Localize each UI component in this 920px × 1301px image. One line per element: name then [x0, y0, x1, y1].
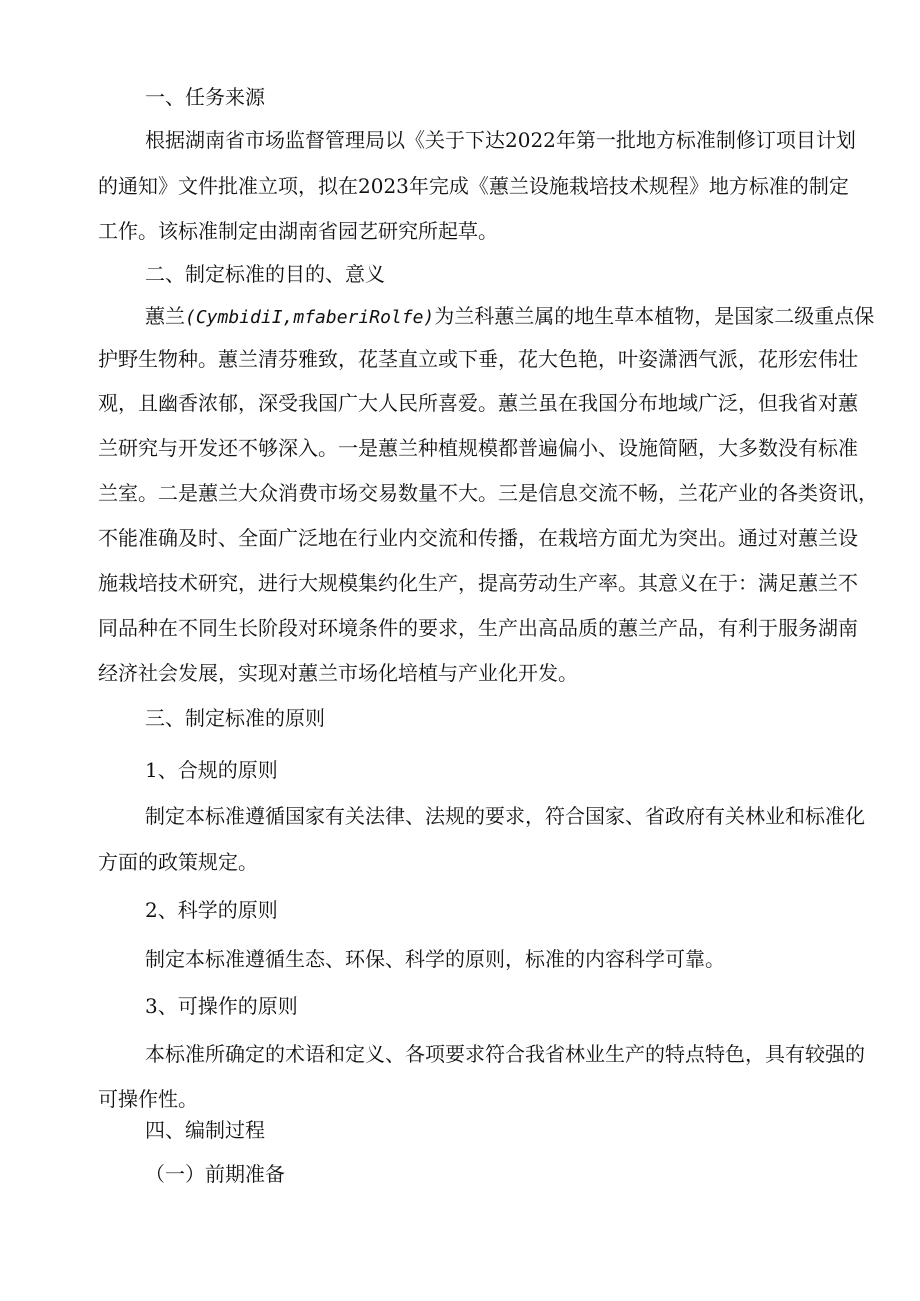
paragraph-line: 同品种在不同生长阶段对环境条件的要求，生产出高品质的蕙兰产品，有利于服务湖南 [98, 616, 858, 640]
latin-species-name: (CymbidiI,mfaberiRolfe) [185, 307, 435, 328]
paragraph-line: 经济社会发展，实现对蕙兰市场化培植与产业化开发。 [98, 661, 578, 685]
paragraph-line: 施栽培技术研究，进行大规模集约化生产，提高劳动生产率。其意义在于：满足蕙兰不 [98, 571, 858, 595]
paragraph-line: 根据湖南省市场监督管理局以《关于下达2022年第一批地方标准制修订项目计划 [145, 128, 856, 152]
subheading-compliance: 1、合规的原则 [145, 758, 278, 782]
heading-compilation-process: 四、编制过程 [145, 1118, 265, 1142]
paragraph-line: 制定本标准遵循生态、环保、科学的原则，标准的内容科学可靠。 [145, 947, 725, 971]
text-run: 蕙兰 [145, 304, 185, 328]
paragraph-line: 兰室。二是蕙兰大众消费市场交易数量不大。三是信息交流不畅，兰花产业的各类资讯， [98, 481, 878, 505]
paragraph-line: 不能准确及时、全面广泛地在行业内交流和传播，在栽培方面尤为突出。通过对蕙兰设 [98, 526, 858, 550]
subheading-scientific: 2、科学的原则 [145, 898, 278, 922]
paragraph-line: 兰研究与开发还不够深入。一是蕙兰种植规模都普遍偏小、设施简陋，大多数没有标准 [98, 436, 858, 460]
paragraph-line [145, 302, 874, 332]
heading-purpose-significance: 二、制定标准的目的、意义 [145, 262, 385, 286]
paragraph-line: 本标准所确定的术语和定义、各项要求符合我省林业生产的特点特色，具有较强的 [145, 1042, 865, 1066]
heading-principles: 三、制定标准的原则 [145, 706, 325, 730]
text-run: 为兰科蕙兰属的地生草本植物，是国家二级重点保 [434, 304, 875, 328]
heading-task-source: 一、任务来源 [145, 85, 265, 109]
paragraph-line: 观，且幽香浓郁，深受我国广大人民所喜爱。蕙兰虽在我国分布地域广泛，但我省对蕙 [98, 391, 858, 415]
paragraph-line: 工作。该标准制定由湖南省园艺研究所起草。 [98, 219, 498, 243]
subheading-operable: 3、可操作的原则 [145, 994, 298, 1018]
subheading-preparation: （一）前期准备 [145, 1162, 285, 1186]
paragraph-line: 可操作性。 [98, 1087, 198, 1111]
paragraph-line: 方面的政策规定。 [98, 850, 258, 874]
paragraph-line: 护野生物种。蕙兰清芬雅致，花茎直立或下垂，花大色艳，叶姿潇洒气派，花形宏伟壮 [98, 347, 858, 371]
paragraph-line: 制定本标准遵循国家有关法律、法规的要求，符合国家、省政府有关林业和标准化 [145, 804, 865, 828]
paragraph-line: 的通知》文件批准立项，拟在2023年完成《蕙兰设施栽培技术规程》地方标准的制定 [98, 174, 849, 198]
